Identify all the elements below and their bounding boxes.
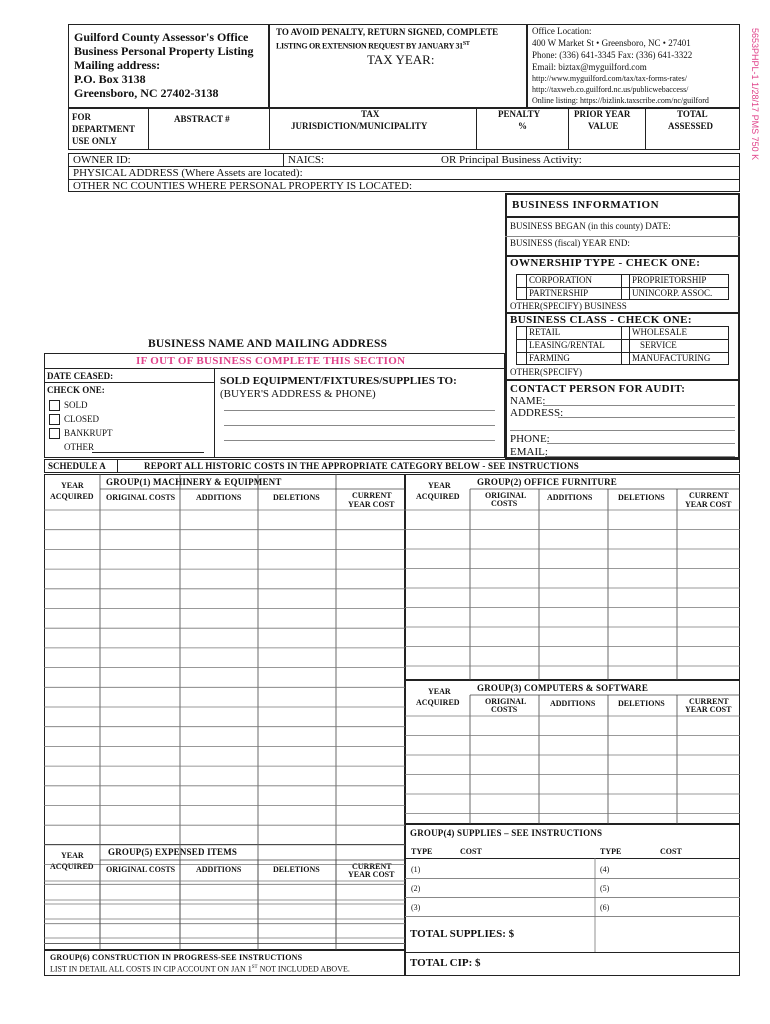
schedule-a-label: SCHEDULE A [48,461,106,471]
physical-address-label: PHYSICAL ADDRESS (Where Assets are located): [73,167,303,179]
group2-title: GROUP(2) OFFICE FURNITURE [477,477,617,487]
penalty-notice-2 [276,41,470,51]
office-info-4[interactable]: http://www.myguilford.com/tax/tax-forms-rates/ [532,74,688,83]
supply-item-2: (2) [411,884,421,893]
abstract-label: ABSTRACT # [174,114,230,124]
class-other[interactable]: OTHER(SPECIFY) [510,367,583,377]
g1-additions: ADDITIONS [196,493,242,502]
office-info-3: Email: biztax@myguilford.com [532,62,647,72]
group4-title: GROUP(4) SUPPLIES – SEE INSTRUCTIONS [410,828,603,838]
group6-sup: ST [251,965,258,970]
g4-cost-right: COST [660,847,682,856]
class-leasing[interactable]: LEASING/RENTAL [529,340,605,350]
fiscal-year-end: BUSINESS (fiscal) YEAR END: [510,238,630,248]
office-line-5: Greensboro, NC 27402-3138 [74,86,219,100]
total-supplies: TOTAL SUPPLIES: $ [410,928,515,940]
ownership-title: OWNERSHIP TYPE - CHECK ONE: [510,257,701,269]
business-began: BUSINESS BEGAN (in this county) DATE: [510,221,671,231]
office-line-1: Guilford County Assessor's Office [74,30,249,44]
group6-note-text: LIST IN DETAIL ALL COSTS IN CIP ACCOUNT ON JAN 1 [50,964,252,974]
group6-note [50,965,350,974]
penalty-notice-2-text: LISTING OR EXTENSION REQUEST BY JANUARY 31 [276,41,463,51]
value-label: VALUE [588,121,619,131]
buyer-label: (BUYER'S ADDRESS & PHONE) [220,388,376,400]
supply-item-1: (1) [411,865,421,874]
contact-phone: PHONE: [510,433,550,445]
prior-year-label: PRIOR YEAR [574,109,631,119]
g3-additions: ADDITIONS [550,699,596,708]
total-label: TOTAL [677,109,708,119]
owner-id-label: OWNER ID: [73,154,131,166]
group4-table [405,824,740,976]
schedule-a-instructions: REPORT ALL HISTORIC COSTS IN THE APPROPRIATE CATEGORY BELOW - SEE INSTRUCTIONS [144,461,579,471]
bankrupt-label: BANKRUPT [64,428,113,438]
closed-checkbox[interactable] [49,414,60,425]
business-info-title: BUSINESS INFORMATION [512,199,660,211]
g2-acquired: ACQUIRED [416,492,460,501]
g5-deletions: DELETIONS [273,865,320,874]
contact-address: ADDRESS: [510,407,564,419]
contact-email: EMAIL: [510,446,548,458]
g1-year-cost: YEAR COST [348,500,395,509]
g2-current: CURRENT [689,491,729,500]
office-info-5[interactable]: http://taxweb.co.guilford.nc.us/publicwebaccess/ [532,85,689,94]
g2-deletions: DELETIONS [618,493,665,502]
bankrupt-checkbox[interactable] [49,428,60,439]
class-farming[interactable]: FARMING [529,353,570,363]
other-label: OTHER [64,442,94,452]
side-print-code: 5653PHPL-1 1/28/17 PMS 750 K [750,28,760,161]
supply-item-5: (5) [600,884,610,893]
g3-current: CURRENT [689,697,729,706]
office-line-3: Mailing address: [74,58,161,72]
principal-activity-label: OR Principal Business Activity: [441,154,582,166]
check-one-label: CHECK ONE: [47,385,105,395]
g5-additions: ADDITIONS [196,865,242,874]
g3-costs: COSTS [491,705,518,714]
g4-type-left: TYPE [411,847,433,856]
g3-original: ORIGINAL [485,697,527,706]
group6-title: GROUP(6) CONSTRUCTION IN PROGRESS-SEE INSTRUCTIONS [50,953,303,962]
class-service[interactable]: SERVICE [640,340,677,350]
assessed-label: ASSESSED [668,121,714,131]
group5-table [44,844,405,950]
dept-use-only: USE ONLY [72,136,117,146]
g5-acquired: ACQUIRED [50,862,94,871]
g2-original: ORIGINAL [485,491,527,500]
group5-title: GROUP(5) EXPENSED ITEMS [108,847,238,857]
penalty-notice: TO AVOID PENALTY, RETURN SIGNED, COMPLETE [276,27,499,37]
class-wholesale[interactable]: WHOLESALE [632,327,687,337]
g3-year: YEAR [428,687,451,696]
penalty-percent: % [518,121,527,131]
tax-year-label: TAX YEAR: [367,52,435,67]
office-line-4: P.O. Box 3138 [74,72,146,86]
office-info-6[interactable]: Online listing: https://bizlink.taxscribe.com/nc/guilford [532,96,709,105]
ownership-corporation[interactable]: CORPORATION [529,275,593,285]
sold-label: SOLD [64,400,88,410]
group1-title: GROUP(1) MACHINERY & EQUIPMENT [106,477,282,487]
supply-item-3: (3) [411,903,421,912]
contact-title: CONTACT PERSON FOR AUDIT: [510,383,686,395]
g2-costs: COSTS [491,499,518,508]
g1-year: YEAR [61,481,84,490]
business-class-title: BUSINESS CLASS - CHECK ONE: [510,314,692,326]
tax-label: TAX [361,109,380,119]
office-line-2: Business Personal Property Listing [74,44,254,58]
g1-original-costs: ORIGINAL COSTS [106,493,176,502]
g3-acquired: ACQUIRED [416,698,460,707]
penalty-notice-sup: ST [462,41,470,47]
g5-original-costs: ORIGINAL COSTS [106,865,176,874]
g3-deletions: DELETIONS [618,699,665,708]
date-ceased-label: DATE CEASED: [47,371,114,381]
g5-current: CURRENT [352,862,392,871]
out-of-business-title: IF OUT OF BUSINESS COMPLETE THIS SECTION [136,355,406,367]
g4-type-right: TYPE [600,847,622,856]
g3-year-cost: YEAR COST [685,705,732,714]
sold-to-label: SOLD EQUIPMENT/FIXTURES/SUPPLIES TO: [220,375,457,387]
ownership-proprietorship[interactable]: PROPRIETORSHIP [632,275,707,285]
g2-year-cost: YEAR COST [685,500,732,509]
g5-year-cost: YEAR COST [348,870,395,879]
supply-item-6: (6) [600,903,610,912]
g1-acquired: ACQUIRED [50,492,94,501]
group3-title: GROUP(3) COMPUTERS & SOFTWARE [477,683,649,693]
dept-department: DEPARTMENT [72,124,136,134]
office-location-label: Office Location: [532,26,592,36]
contact-name: NAME: [510,395,546,407]
g2-additions: ADDITIONS [547,493,593,502]
jurisdiction-label: JURISDICTION/MUNICIPALITY [291,121,428,131]
ownership-other[interactable]: OTHER(SPECIFY) BUSINESS [510,301,627,311]
g2-year: YEAR [428,481,451,490]
business-name-mailing-label: BUSINESS NAME AND MAILING ADDRESS [148,338,388,350]
office-info-2: Phone: (336) 641-3345 Fax: (336) 641-3322 [532,50,693,60]
class-retail[interactable]: RETAIL [529,327,561,337]
supply-item-4: (4) [600,865,610,874]
office-info-1: 400 W Market St • Greensboro, NC • 27401 [532,38,691,48]
other-counties-label: OTHER NC COUNTIES WHERE PERSONAL PROPERTY IS LOCATED: [73,180,413,192]
ownership-unincorp[interactable]: UNINCORP. ASSOC. [632,288,713,298]
total-cip: TOTAL CIP: $ [410,957,481,969]
naics-label: NAICS: [288,154,325,166]
closed-label: CLOSED [64,414,100,424]
g5-year: YEAR [61,851,84,860]
g4-cost-left: COST [460,847,482,856]
penalty-label: PENALTY [498,109,541,119]
g1-deletions: DELETIONS [273,493,320,502]
ownership-partnership[interactable]: PARTNERSHIP [529,288,589,298]
group6-note-end: NOT INCLUDED ABOVE. [257,964,350,974]
g1-current: CURRENT [352,491,392,500]
sold-checkbox[interactable] [49,400,60,411]
dept-for: FOR [72,112,91,122]
class-manufacturing[interactable]: MANUFACTURING [632,353,711,363]
